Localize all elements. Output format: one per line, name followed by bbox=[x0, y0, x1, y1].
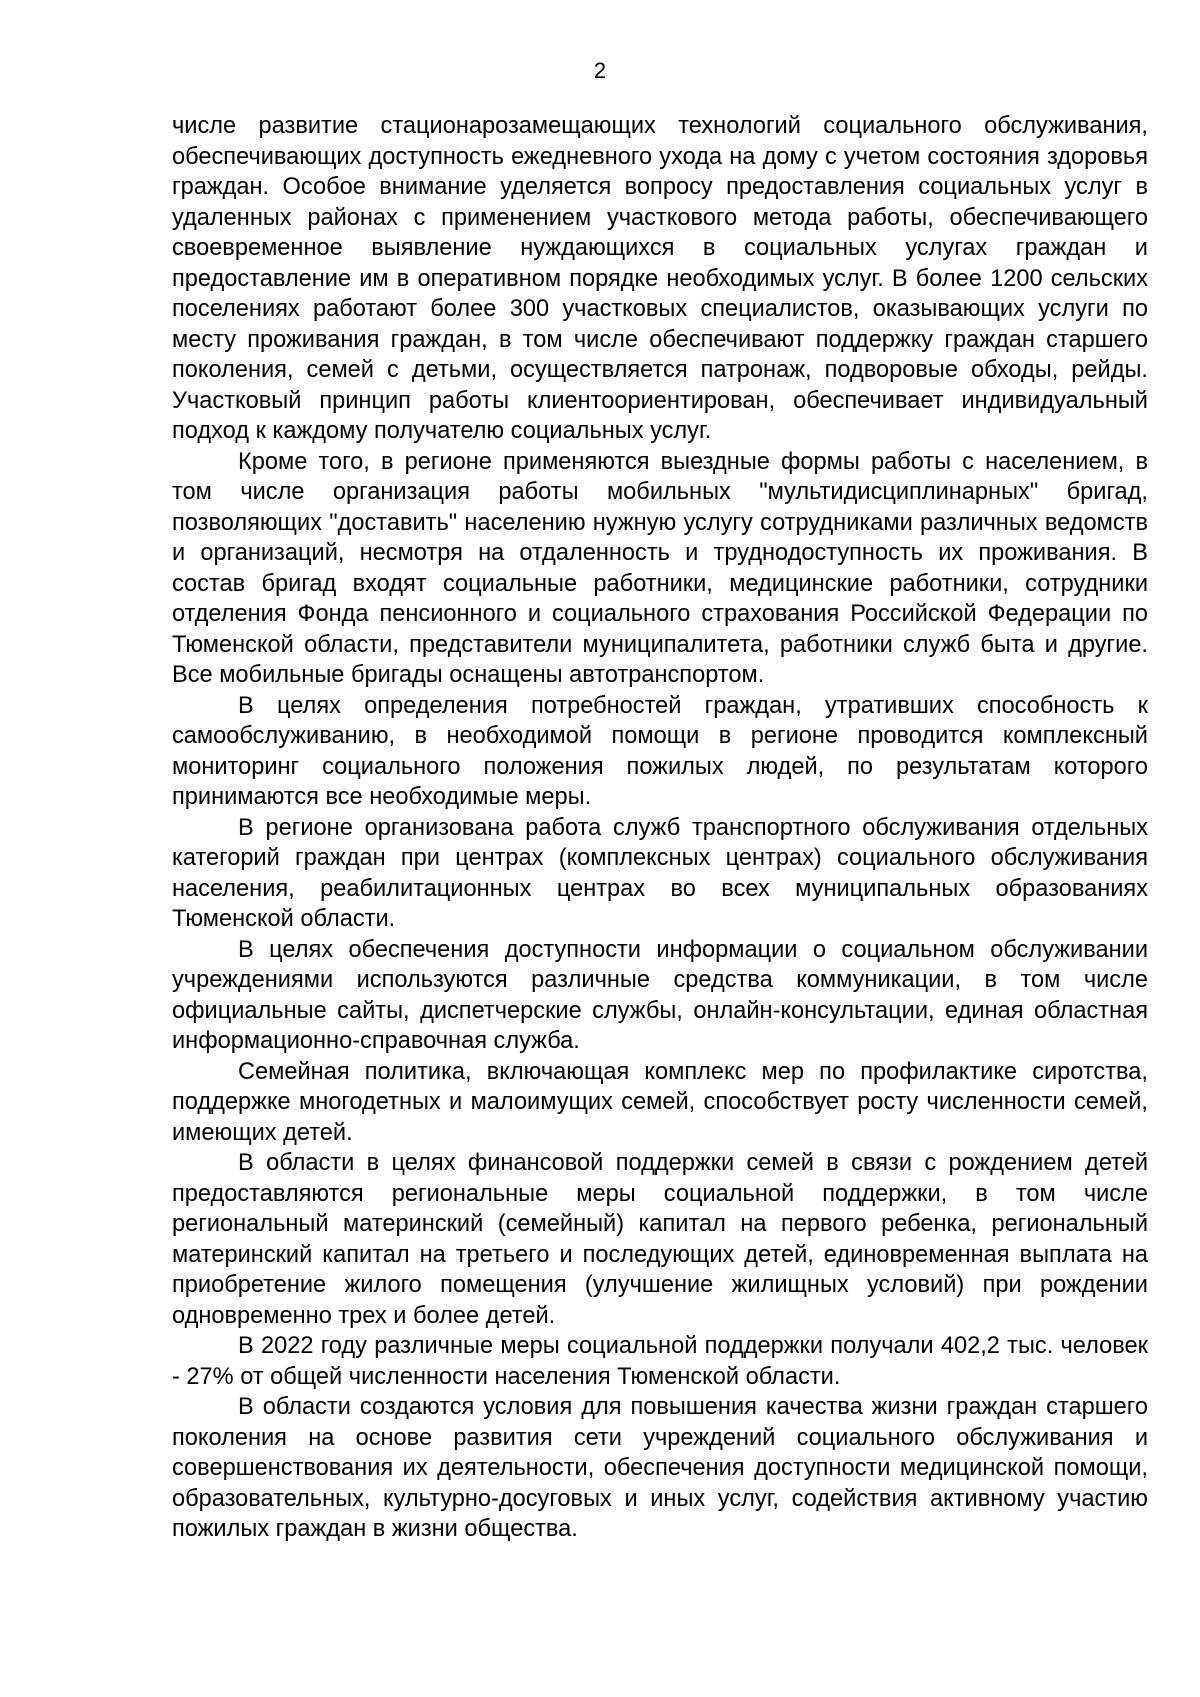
paragraph-information-access: В целях обеспечения доступности информации о социальном обслуживании учреждениями используются различные средства коммуникации, в том числе официальные сайты, диспетчерские службы, онлайн-консультации, единая областная информационно-справочная служба. bbox=[172, 936, 1148, 1054]
paragraph-financial-support: В области в целях финансовой поддержки семей в связи с рождением детей предоставляются региональные меры социальной поддержки, в том числе региональный материнский (семейный) капитал на первого ребенка, региональный материнский капитал на третьего и последующих детей, единовременная выплата на приобретение жилого помещения (улучшение жилищных условий) при рождении одновременно трех и более детей. bbox=[172, 1150, 1148, 1329]
paragraph-monitoring: В целях определения потребностей граждан, утративших способность к самообслуживанию, в необходимой помощи в регионе проводится комплексный мониторинг социального положения пожилых людей, по результатам которого принимаются все необходимые меры. bbox=[172, 692, 1148, 810]
paragraph-transport-services: В регионе организована работа служб транспортного обслуживания отдельных категорий граждан при центрах (комплексных центрах) социального обслуживания населения, реабилитационных центрах во всех муниципальных образованиях Тюменской области. bbox=[172, 814, 1148, 932]
paragraph-continuation: числе развитие стационарозамещающих технологий социального обслуживания, обеспечивающих доступность ежедневного ухода на дому с учетом состояния здоровья граждан. Особое внимание уделяется вопросу предоставления социальных услуг в удаленных районах с применением участкового метода работы, обеспечивающего своевременное выявление нуждающихся в социальных услугах граждан и предоставление им в оперативном порядке необходимых услуг. В более 1200 сельских поселениях работают более 300 участковых специалистов, оказывающих услуги по месту проживания граждан, в том числе обеспечивают поддержку граждан старшего поколения, семей с детьми, осуществляется патронаж, подворовые обходы, рейды. Участковый принцип работы клиентоориентирован, обеспечивает индивидуальный подход к каждому получателю социальных услуг. bbox=[172, 113, 1148, 444]
document-body bbox=[172, 111, 1148, 1545]
paragraph-support-statistics: В 2022 году различные меры социальной поддержки получали 402,2 тыс. человек - 27% от общей численности населения Тюменской области. bbox=[172, 1333, 1148, 1390]
page-number: 2 bbox=[593, 58, 607, 83]
paragraph-elderly-quality-of-life: В области создаются условия для повышения качества жизни граждан старшего поколения на основе развития сети учреждений социального обслуживания и совершенствования их деятельности, обеспечения доступности медицинской помощи, образовательных, культурно-досуговых и иных услуг, содействия активному участию пожилых граждан в жизни общества. bbox=[172, 1394, 1148, 1542]
paragraph-family-policy: Семейная политика, включающая комплекс мер по профилактике сиротства, поддержке многодетных и малоимущих семей, способствует росту численности семей, имеющих детей. bbox=[172, 1058, 1148, 1146]
paragraph-mobile-brigades: Кроме того, в регионе применяются выездные формы работы с населением, в том числе организация работы мобильных "мультидисциплинарных" бригад, позволяющих "доставить" населению нужную услугу сотрудниками различных ведомств и организаций, несмотря на отдаленность и труднодоступность их проживания. В состав бригад входят социальные работники, медицинские работники, сотрудники отделения Фонда пенсионного и социального страхования Российской Федерации по Тюменской области, представители муниципалитета, работники служб быта и другие. Все мобильные бригады оснащены автотранспортом. bbox=[172, 448, 1148, 688]
